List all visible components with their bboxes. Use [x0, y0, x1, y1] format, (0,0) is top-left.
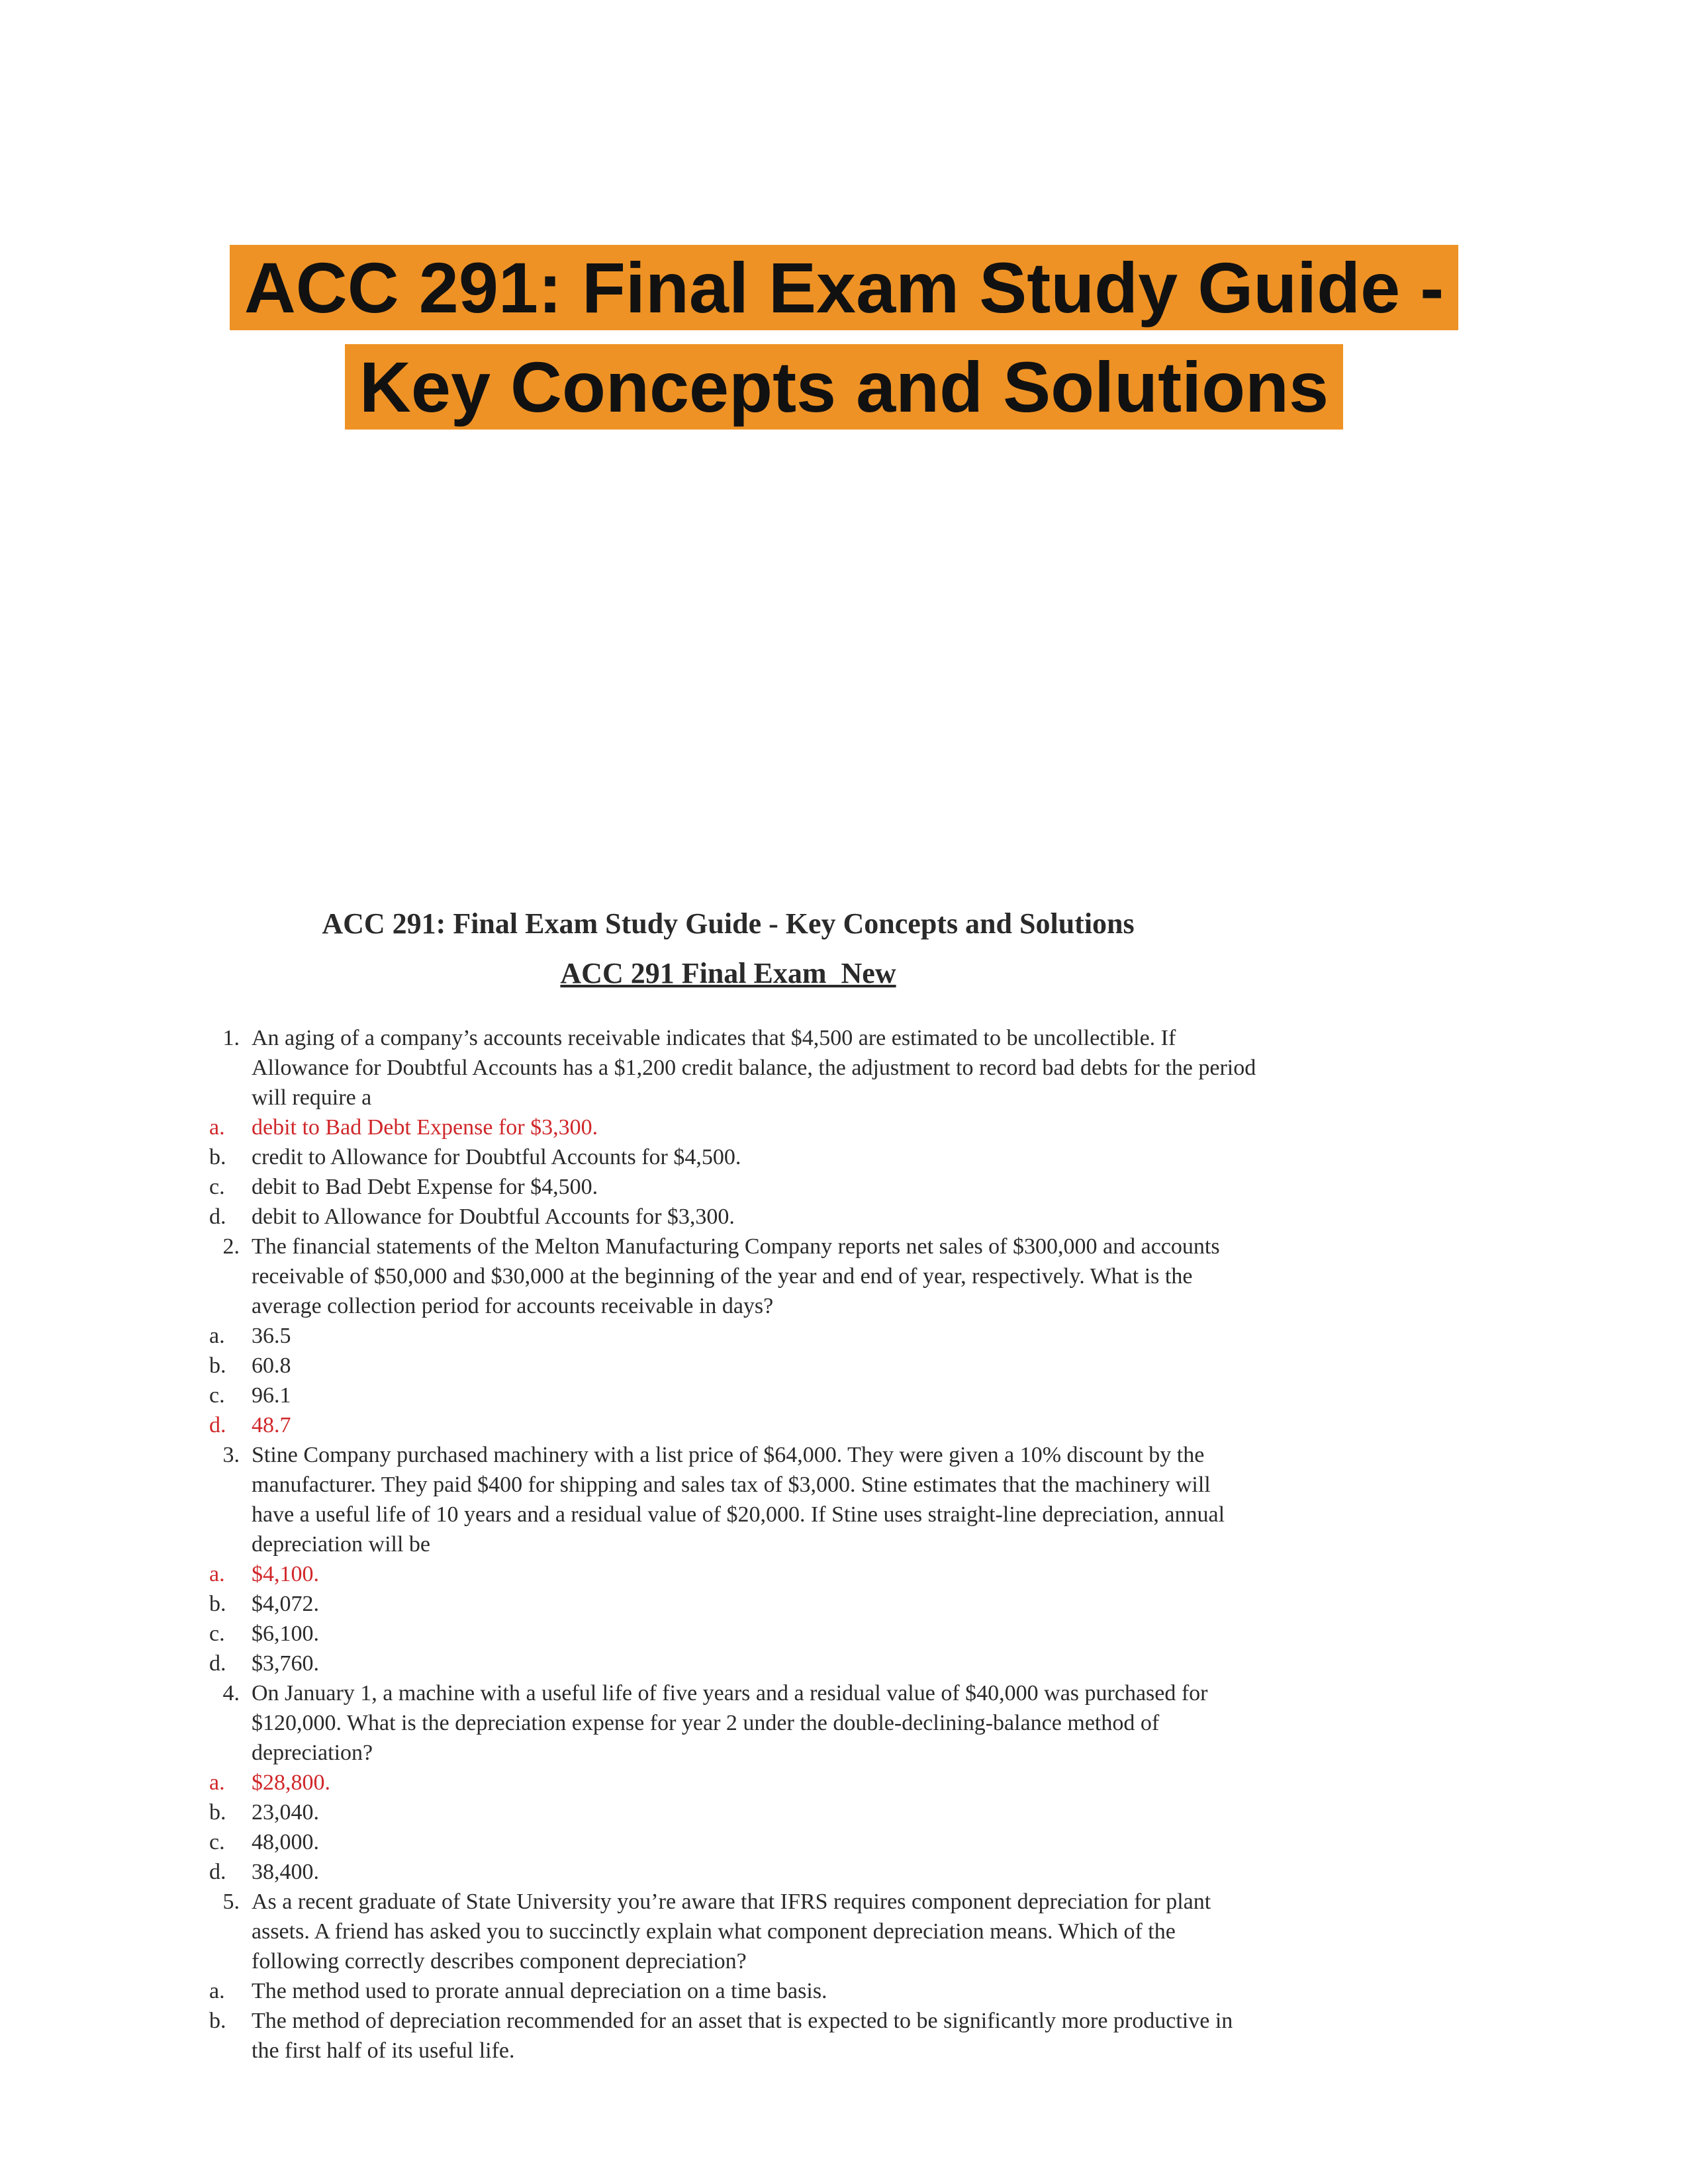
option-letter: a. — [209, 1770, 225, 1795]
question-text: On January 1, a machine with a useful life of five years and a residual value of $40,000 was purchased for $120,000. What is the depreciation expense for year 2 under the double-declining-balance method of depreciation? — [252, 1681, 1208, 1765]
option-letter: b. — [209, 1353, 226, 1378]
answer-option — [199, 1351, 1258, 1381]
banner-title-line-1: ACC 291: Final Exam Study Guide - — [230, 245, 1458, 330]
option-text: 36.5 — [252, 1324, 291, 1348]
question-list — [199, 1023, 1258, 2066]
question-number: 5. — [222, 1889, 240, 1914]
question-number: 2. — [222, 1234, 240, 1259]
answer-option — [199, 1321, 1258, 1351]
answer-option-correct — [199, 1768, 1258, 1797]
question-item — [199, 1232, 1258, 1321]
option-letter: a. — [209, 1562, 225, 1586]
answer-option-correct — [199, 1410, 1258, 1440]
option-letter: b. — [209, 1145, 226, 1169]
option-text: debit to Bad Debt Expense for $4,500. — [252, 1175, 598, 1199]
option-text: The method used to prorate annual depreciation on a time basis. — [252, 1979, 827, 2003]
option-letter: b. — [209, 1800, 226, 1825]
answer-option — [199, 1589, 1258, 1619]
option-letter: c. — [209, 1830, 225, 1854]
document-preview — [199, 907, 1258, 2066]
option-letter: d. — [209, 1860, 226, 1884]
page-banner — [0, 238, 1688, 437]
question-item — [199, 1887, 1258, 1976]
option-text: $3,760. — [252, 1651, 319, 1676]
option-text: debit to Allowance for Doubtful Accounts for $3,300. — [252, 1205, 735, 1229]
option-letter: c. — [209, 1383, 225, 1408]
question-item — [199, 1023, 1258, 1113]
answer-option — [199, 1857, 1258, 1887]
option-letter: c. — [209, 1621, 225, 1646]
option-text: 23,040. — [252, 1800, 319, 1825]
option-text: 48.7 — [252, 1413, 291, 1437]
document-subtitle: ACC 291 Final Exam New — [560, 957, 896, 989]
question-text: The financial statements of the Melton Manufacturing Company reports net sales of $300,000 and accounts receivable of $50,000 and $30,000 at the beginning of the year and end of year, respectively. What is the average collection period for accounts receivable in days? — [252, 1234, 1220, 1318]
document-title: ACC 291: Final Exam Study Guide - Key Concepts and Solutions — [322, 907, 1135, 940]
option-text: 60.8 — [252, 1353, 291, 1378]
option-letter: a. — [209, 1115, 225, 1140]
option-letter: a. — [209, 1324, 225, 1348]
question-number: 4. — [222, 1681, 240, 1706]
option-letter: c. — [209, 1175, 225, 1199]
question-number: 3. — [222, 1443, 240, 1467]
answer-option-correct — [199, 1559, 1258, 1589]
option-letter: d. — [209, 1205, 226, 1229]
option-text: The method of depreciation recommended for an asset that is expected to be significantly more productive in the first half of its useful life. — [252, 2009, 1233, 2063]
answer-option — [199, 1797, 1258, 1827]
answer-option — [199, 1381, 1258, 1410]
answer-option — [199, 1172, 1258, 1202]
question-item — [199, 1678, 1258, 1768]
option-text: $4,072. — [252, 1592, 319, 1616]
option-text: $6,100. — [252, 1621, 319, 1646]
option-text: $4,100. — [252, 1562, 319, 1586]
option-letter: a. — [209, 1979, 225, 2003]
option-text: debit to Bad Debt Expense for $3,300. — [252, 1115, 598, 1140]
question-number: 1. — [222, 1026, 240, 1050]
answer-option — [199, 1619, 1258, 1649]
option-letter: d. — [209, 1651, 226, 1676]
question-text: An aging of a company’s accounts receivable indicates that $4,500 are estimated to be uncollectible. If Allowance for Doubtful Accounts has a $1,200 credit balance, the adjustment to record bad debts for the period will require a — [252, 1026, 1256, 1110]
banner-title-line-2: Key Concepts and Solutions — [345, 344, 1343, 430]
question-item — [199, 1440, 1258, 1559]
question-text: As a recent graduate of State University you’re aware that IFRS requires component depreciation for plant assets. A friend has asked you to succinctly explain what component depreciation means. Which of the following correctly describes component depreciation? — [252, 1889, 1211, 1974]
answer-option — [199, 1202, 1258, 1232]
option-letter: d. — [209, 1413, 226, 1437]
answer-option — [199, 2006, 1258, 2066]
option-text: 96.1 — [252, 1383, 291, 1408]
option-text: $28,800. — [252, 1770, 330, 1795]
option-text: credit to Allowance for Doubtful Accounts for $4,500. — [252, 1145, 741, 1169]
option-letter: b. — [209, 1592, 226, 1616]
answer-option — [199, 1976, 1258, 2006]
option-letter: b. — [209, 2009, 226, 2033]
answer-option-correct — [199, 1113, 1258, 1142]
option-text: 48,000. — [252, 1830, 319, 1854]
answer-option — [199, 1827, 1258, 1857]
question-text: Stine Company purchased machinery with a list price of $64,000. They were given a 10% discount by the manufacturer. They paid $400 for shipping and sales tax of $3,000. Stine estimates that the machinery will have a useful life of 10 years and a residual value of $20,000. If Stine uses straight-line depreciation, annual depreciation will be — [252, 1443, 1225, 1557]
option-text: 38,400. — [252, 1860, 319, 1884]
answer-option — [199, 1649, 1258, 1678]
answer-option — [199, 1142, 1258, 1172]
